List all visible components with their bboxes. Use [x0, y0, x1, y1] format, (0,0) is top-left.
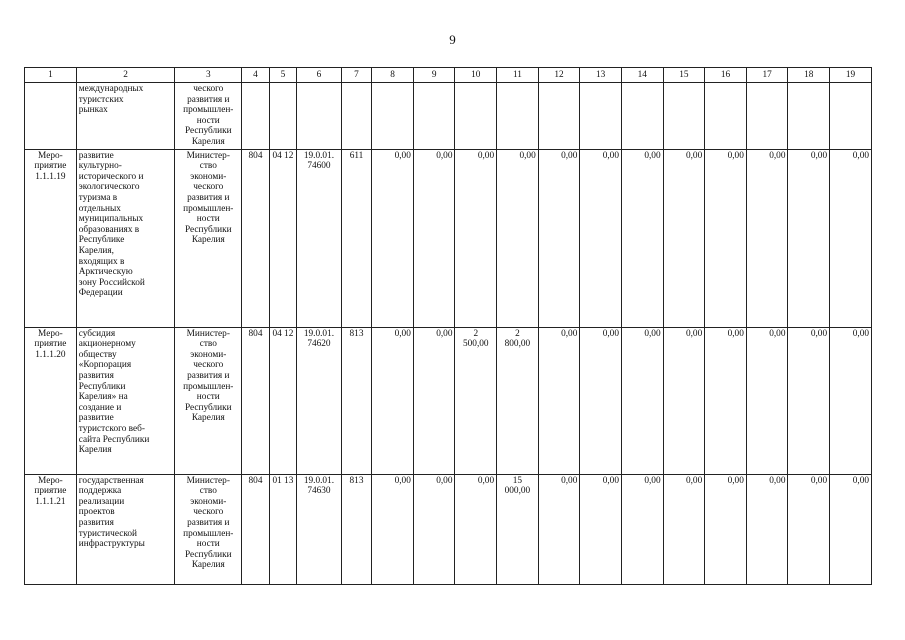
header-cell-col-7: 7: [341, 68, 371, 83]
amount-cell-col-16: 0,00: [705, 474, 747, 584]
amount-cell-col-15: [663, 83, 705, 150]
header-cell-col-15: 15: [663, 68, 705, 83]
amount-cell-col-16: 0,00: [705, 327, 747, 474]
amount-cell-col-18: 0,00: [788, 327, 830, 474]
amount-cell-col-19: [830, 83, 872, 150]
amount-cell-col-18: 0,00: [788, 474, 830, 584]
amount-cell-col-12: [538, 83, 580, 150]
amount-cell-col-9: [413, 83, 455, 150]
header-cell-col-8: 8: [372, 68, 414, 83]
budget-table: [24, 67, 872, 585]
measure-id-cell: [25, 83, 77, 150]
measure-id-cell: Меро- приятие 1.1.1.20: [25, 327, 77, 474]
header-cell-col-1: 1: [25, 68, 77, 83]
amount-cell-col-19: 0,00: [830, 149, 872, 327]
table-row: [25, 83, 872, 150]
amount-cell-col-11: 15 000,00: [497, 474, 539, 584]
grbs-code-cell: 804: [242, 327, 269, 474]
amount-cell-col-18: 0,00: [788, 149, 830, 327]
grbs-code-cell: [242, 83, 269, 150]
amount-cell-col-8: 0,00: [372, 474, 414, 584]
amount-cell-col-8: [372, 83, 414, 150]
amount-cell-col-16: [705, 83, 747, 150]
table-row: [25, 474, 872, 584]
amount-cell-col-17: 0,00: [746, 327, 788, 474]
page-number: 9: [449, 32, 456, 47]
header-cell-col-16: 16: [705, 68, 747, 83]
amount-cell-col-12: 0,00: [538, 474, 580, 584]
header-cell-col-11: 11: [497, 68, 539, 83]
header-cell-col-6: 6: [297, 68, 342, 83]
amount-cell-col-10: 2 500,00: [455, 327, 497, 474]
amount-cell-col-16: 0,00: [705, 149, 747, 327]
header-cell-col-17: 17: [746, 68, 788, 83]
amount-cell-col-17: [746, 83, 788, 150]
amount-cell-col-15: 0,00: [663, 474, 705, 584]
amount-cell-col-11: [497, 83, 539, 150]
target-article-cell: 19.0.01. 74600: [297, 149, 342, 327]
amount-cell-col-13: [580, 83, 622, 150]
amount-cell-col-14: [621, 83, 663, 150]
header-cell-col-3: 3: [175, 68, 242, 83]
measure-id-cell: Меро- приятие 1.1.1.19: [25, 149, 77, 327]
amount-cell-col-9: 0,00: [413, 327, 455, 474]
amount-cell-col-13: 0,00: [580, 327, 622, 474]
expense-type-cell: 813: [341, 474, 371, 584]
executor-cell: Министер- ство экономи- ческого развития и промышлен- ности Республики Карелия: [175, 149, 242, 327]
target-article-cell: 19.0.01. 74630: [297, 474, 342, 584]
target-article-cell: 19.0.01. 74620: [297, 327, 342, 474]
measure-id-cell: Меро- приятие 1.1.1.21: [25, 474, 77, 584]
measure-name-cell: развитие культурно- исторического и экологического туризма в отдельных муниципальных образованиях в Республике Карелия, входящих в Арктическую зону Российской Федерации: [76, 149, 175, 327]
amount-cell-col-8: 0,00: [372, 327, 414, 474]
amount-cell-col-18: [788, 83, 830, 150]
executor-cell: ческого развития и промышлен- ности Республики Карелия: [175, 83, 242, 150]
amount-cell-col-14: 0,00: [621, 474, 663, 584]
header-cell-col-4: 4: [242, 68, 269, 83]
amount-cell-col-13: 0,00: [580, 474, 622, 584]
amount-cell-col-15: 0,00: [663, 327, 705, 474]
section-code-cell: 04 12: [269, 149, 296, 327]
amount-cell-col-10: [455, 83, 497, 150]
table-header-row: [25, 68, 872, 83]
header-cell-col-2: 2: [76, 68, 175, 83]
amount-cell-col-13: 0,00: [580, 149, 622, 327]
amount-cell-col-10: 0,00: [455, 149, 497, 327]
expense-type-cell: 813: [341, 327, 371, 474]
expense-type-cell: 611: [341, 149, 371, 327]
header-cell-col-13: 13: [580, 68, 622, 83]
header-cell-col-10: 10: [455, 68, 497, 83]
amount-cell-col-8: 0,00: [372, 149, 414, 327]
grbs-code-cell: 804: [242, 474, 269, 584]
executor-cell: Министер- ство экономи- ческого развития и промышлен- ности Республики Карелия: [175, 327, 242, 474]
amount-cell-col-12: 0,00: [538, 327, 580, 474]
table-row: [25, 149, 872, 327]
header-cell-col-14: 14: [621, 68, 663, 83]
section-code-cell: 04 12: [269, 327, 296, 474]
amount-cell-col-14: 0,00: [621, 327, 663, 474]
section-code-cell: [269, 83, 296, 150]
amount-cell-col-19: 0,00: [830, 327, 872, 474]
amount-cell-col-9: 0,00: [413, 474, 455, 584]
table-row: [25, 327, 872, 474]
header-cell-col-9: 9: [413, 68, 455, 83]
amount-cell-col-9: 0,00: [413, 149, 455, 327]
amount-cell-col-19: 0,00: [830, 474, 872, 584]
target-article-cell: [297, 83, 342, 150]
measure-name-cell: международных туристских рынках: [76, 83, 175, 150]
executor-cell: Министер- ство экономи- ческого развития и промышлен- ности Республики Карелия: [175, 474, 242, 584]
amount-cell-col-15: 0,00: [663, 149, 705, 327]
section-code-cell: 01 13: [269, 474, 296, 584]
grbs-code-cell: 804: [242, 149, 269, 327]
amount-cell-col-10: 0,00: [455, 474, 497, 584]
header-cell-col-12: 12: [538, 68, 580, 83]
header-cell-col-18: 18: [788, 68, 830, 83]
amount-cell-col-17: 0,00: [746, 474, 788, 584]
expense-type-cell: [341, 83, 371, 150]
amount-cell-col-11: 0,00: [497, 149, 539, 327]
measure-name-cell: государственная поддержка реализации проектов развития туристической инфраструктуры: [76, 474, 175, 584]
amount-cell-col-14: 0,00: [621, 149, 663, 327]
amount-cell-col-12: 0,00: [538, 149, 580, 327]
amount-cell-col-11: 2 800,00: [497, 327, 539, 474]
amount-cell-col-17: 0,00: [746, 149, 788, 327]
measure-name-cell: субсидия акционерному обществу «Корпорация развития Республики Карелия» на создание и развитие туристского веб- сайта Республики Карелия: [76, 327, 175, 474]
header-cell-col-19: 19: [830, 68, 872, 83]
header-cell-col-5: 5: [269, 68, 296, 83]
